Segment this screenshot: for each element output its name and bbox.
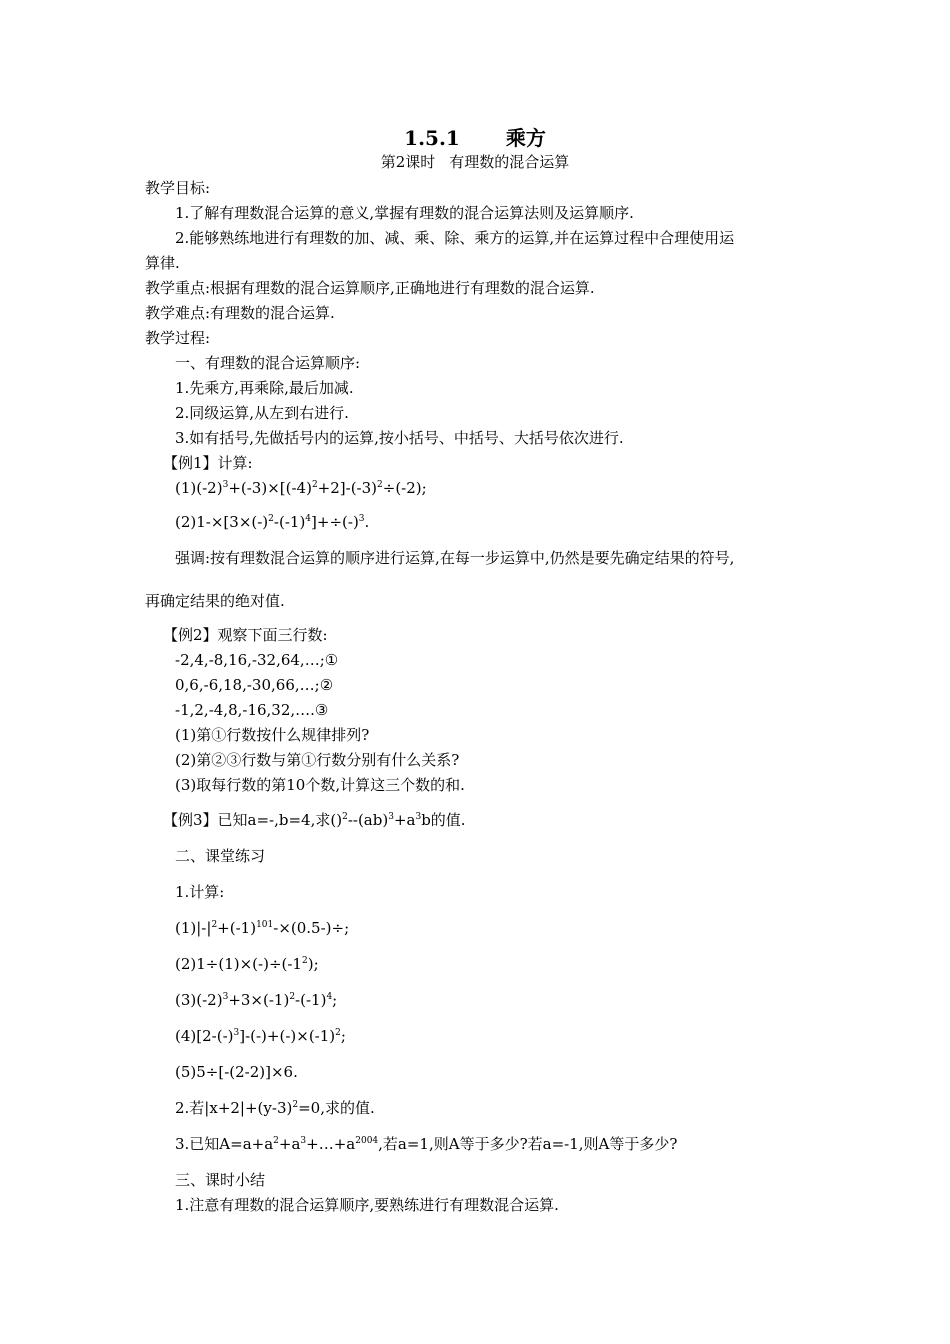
part3-heading: 三、课时小结 — [175, 1171, 266, 1189]
lesson-period: 第2课时 — [380, 153, 436, 171]
example2-q1: (1)第①行数按什么规律排列? — [175, 726, 370, 744]
sequence-row-3: -1,2,-4,8,-16,32,….③ — [175, 701, 329, 719]
example3: 【例3】已知a=-,b=4,求$()^2--(ab)^3+a^3b$的值. — [163, 811, 466, 829]
goals-heading: 教学目标: — [145, 179, 211, 197]
lesson-title — [0, 125, 950, 151]
example2-q2: (2)第②③行数与第①行数分别有什么关系? — [175, 751, 460, 769]
rule-3: 3.如有括号,先做括号内的运算,按小括号、中括号、大括号依次进行. — [175, 429, 624, 447]
section-name: 乘方 — [505, 126, 546, 150]
summary-1: 1.注意有理数的混合运算顺序,要熟练进行有理数混合运算. — [175, 1196, 559, 1214]
goal-2-continued: 算律. — [145, 254, 180, 272]
exercise1-heading: 1.计算: — [175, 883, 225, 901]
exercise1-item-2: $(2)1\div(1)\times(-)\div(-1^2)$; — [175, 955, 319, 973]
sequence-row-2: 0,6,-6,18,-30,66,…;② — [175, 676, 334, 694]
part1-heading: 一、有理数的混合运算顺序: — [175, 354, 361, 372]
exercise-3: 3.已知$A=a+a^2+a^3+\dots+a^{2004}$,若a=1,则A等于多少?若a=-1,则A等于多少? — [175, 1135, 678, 1153]
example1-q1: $(1)(-2)^3+(-3)\times[(-4)^2+2]-(-3)^2\div(-2)$; — [175, 479, 427, 497]
difficulty: 教学难点:有理数的混合运算. — [145, 304, 335, 322]
rule-2: 2.同级运算,从左到右进行. — [175, 404, 349, 422]
emphasis-line-2: 再确定结果的绝对值. — [145, 592, 285, 610]
example1-heading: 【例1】计算: — [163, 454, 253, 472]
rule-1: 1.先乘方,再乘除,最后加减. — [175, 379, 354, 397]
process-heading: 教学过程: — [145, 329, 211, 347]
exercise1-item-3: $(3)(-2)^3+3\times(-1)^2-(-1)^4$; — [175, 991, 338, 1009]
goal-2: 2.能够熟练地进行有理数的加、减、乘、除、乘方的运算,并在运算过程中合理使用运 — [175, 229, 735, 247]
part2-heading: 二、课堂练习 — [175, 847, 266, 865]
lesson-topic: 有理数的混合运算 — [449, 153, 570, 171]
exercise-2: 2.若$|x+2|+(y-3)^2=0$,求的值. — [175, 1099, 375, 1117]
emphasis-line-1: 强调:按有理数混合运算的顺序进行运算,在每一步运算中,仍然是要先确定结果的符号, — [175, 549, 735, 567]
section-number: 1.5.1 — [404, 126, 460, 150]
exercise1-item-5: (5)5÷[-(2-2)]×6. — [175, 1063, 298, 1081]
example1-q2: $(2)1-\times[3\times(-)^2-(-1)^4]+\div(-)^3$. — [175, 513, 370, 531]
goal-1: 1.了解有理数混合运算的意义,掌握有理数的混合运算法则及运算顺序. — [175, 204, 634, 222]
example2-heading: 【例2】观察下面三行数: — [163, 626, 328, 644]
key-point: 教学重点:根据有理数的混合运算顺序,正确地进行有理数的混合运算. — [145, 279, 595, 297]
exercise1-item-4: $(4)[2-(-)^3]-(-)+(-)\times(-1)^2$; — [175, 1027, 346, 1045]
lesson-subtitle — [0, 152, 950, 172]
sequence-row-1: -2,4,-8,16,-32,64,…;① — [175, 651, 339, 669]
exercise1-item-1: $(1)|-|^2+(-1)^{101}-\times(0.5-)\div$; — [175, 919, 350, 937]
example2-q3: (3)取每行数的第10个数,计算这三个数的和. — [175, 776, 465, 794]
